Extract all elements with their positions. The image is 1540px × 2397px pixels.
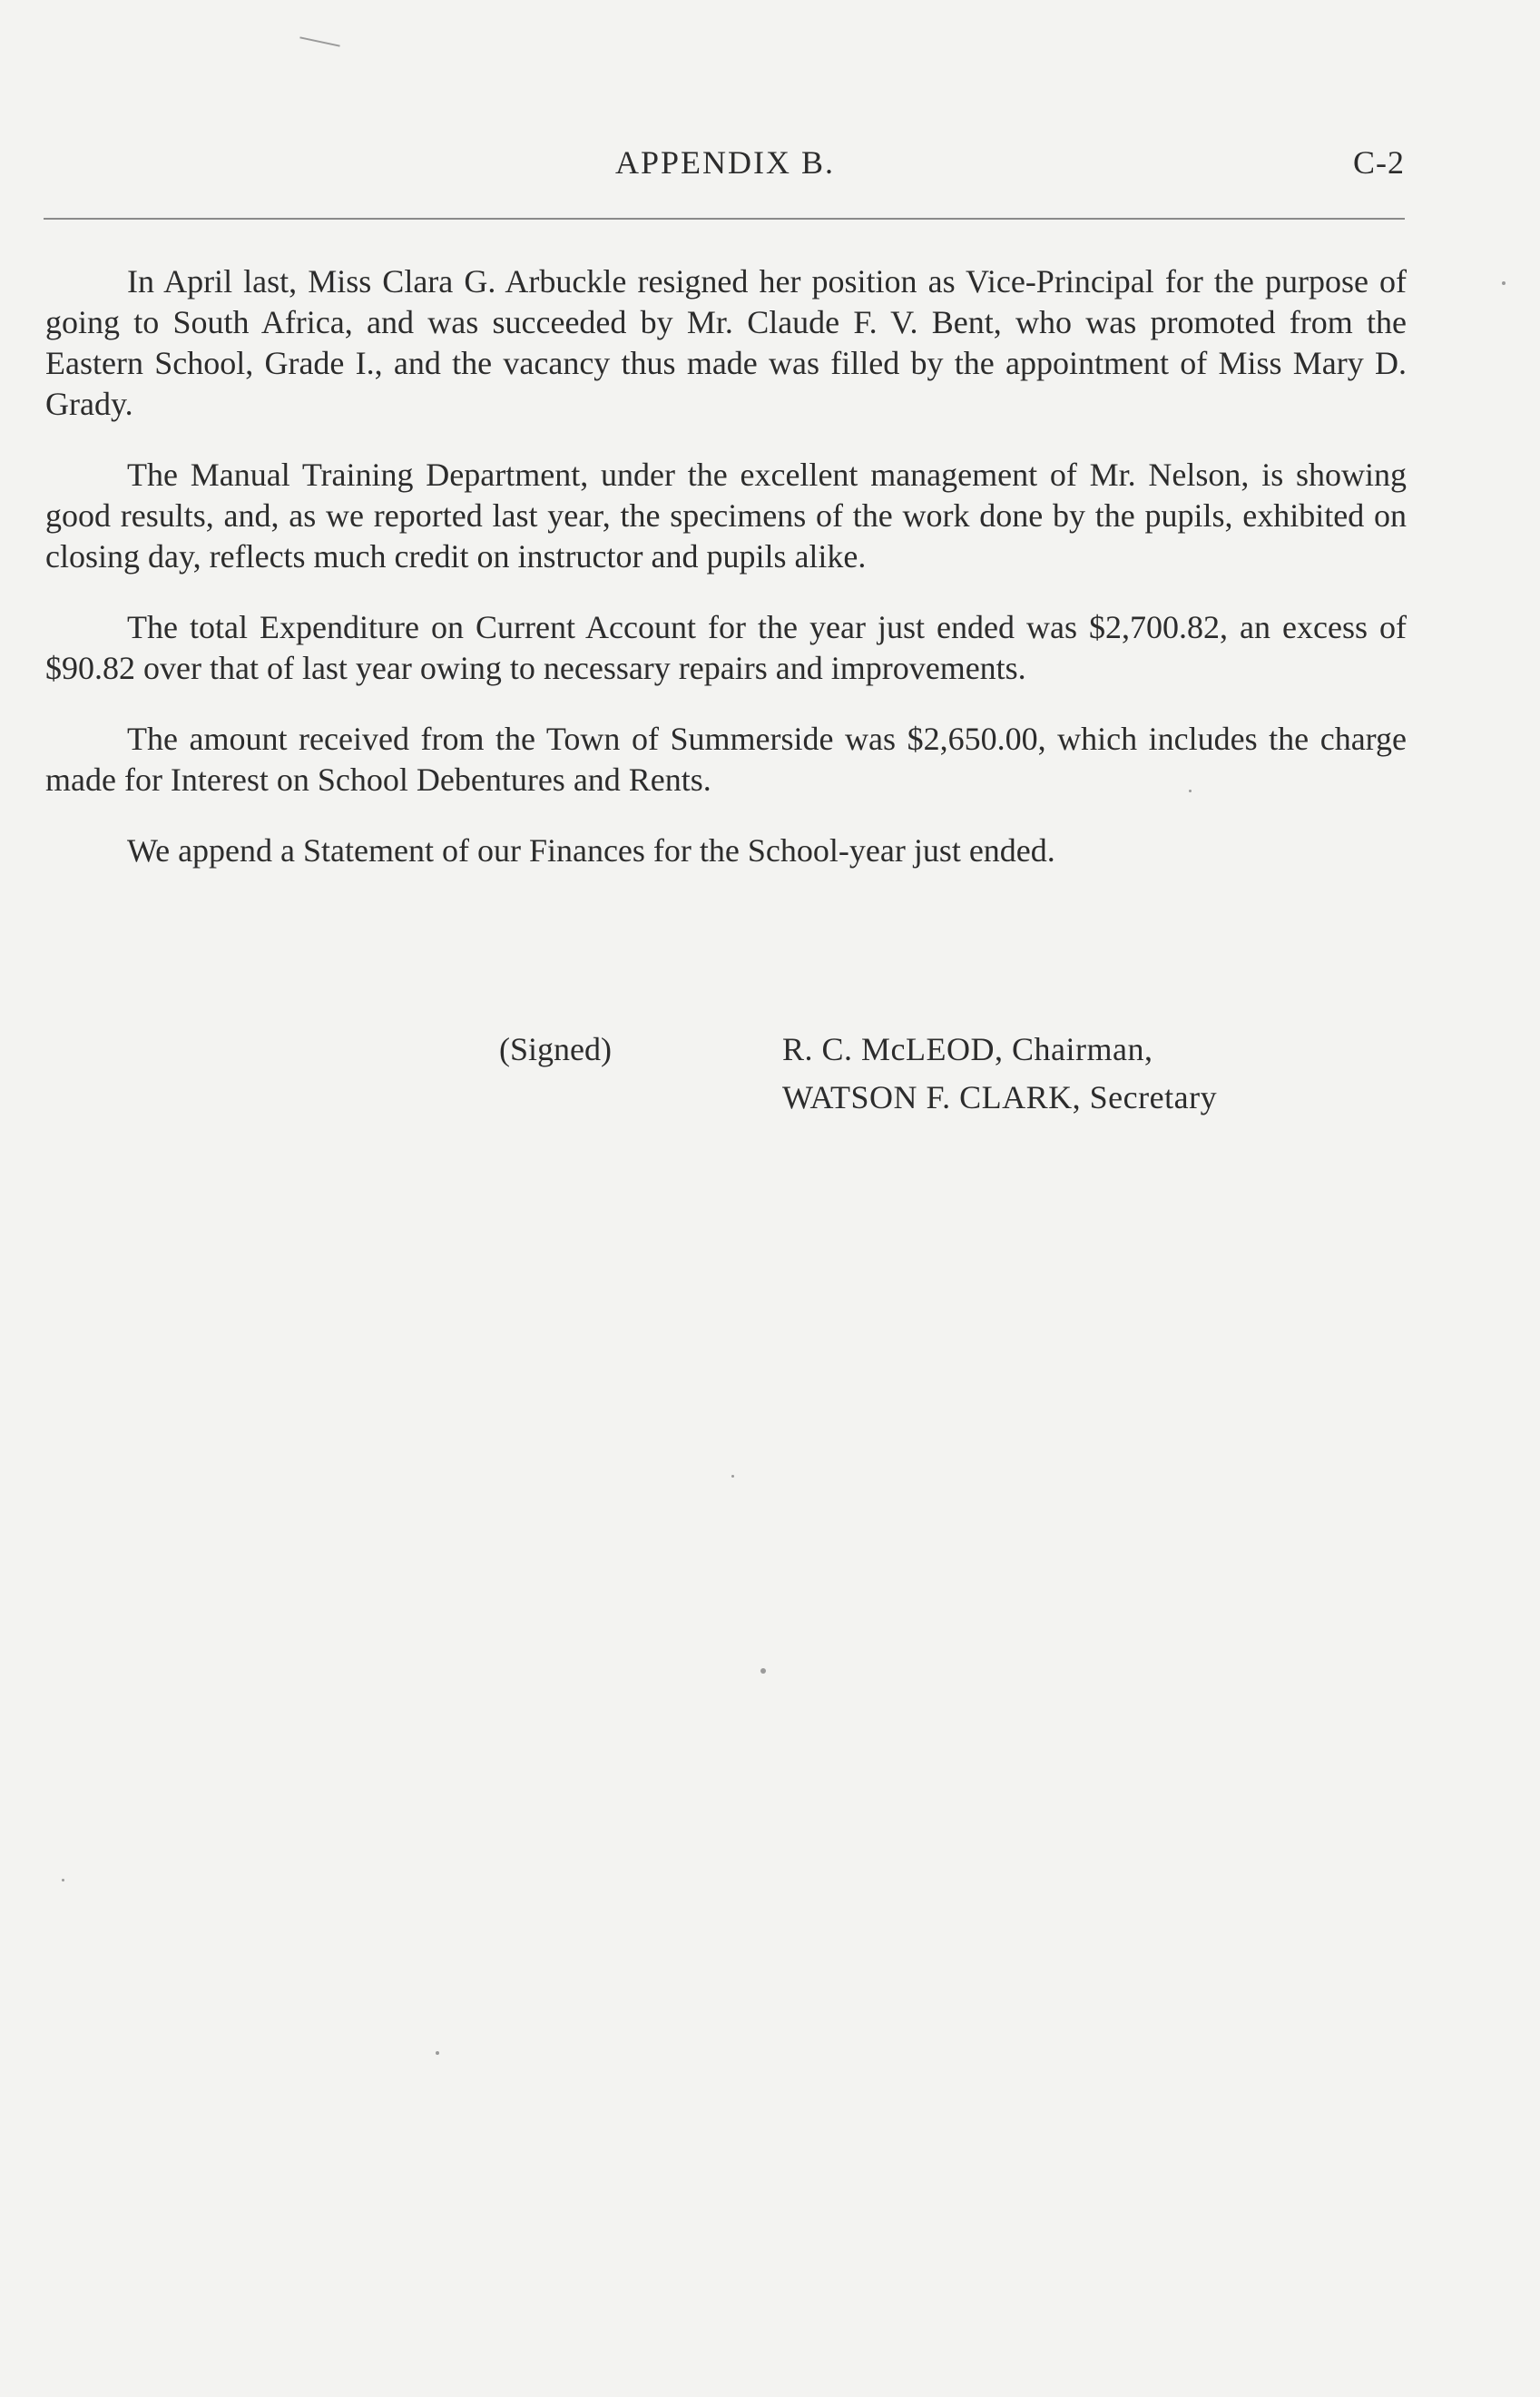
scan-speck xyxy=(1502,281,1506,285)
scan-speck xyxy=(62,1879,64,1881)
page-number: C-2 xyxy=(1353,144,1405,181)
paragraph-vice-principal: In April last, Miss Clara G. Arbuckle resigned her position as Vice-Principal for the purpose of going to South Africa, and was succeeded by Mr. Claude F. V. Bent, who was promoted from the Eastern School, Grade I., and the vacancy thus made was filled by the appointment of Miss Mary D. Grady. xyxy=(45,263,1407,422)
paragraph-statement: We append a Statement of our Finances for the School-year just ended. xyxy=(127,832,1055,869)
chairman-name: R. C. McLEOD, Chairman, xyxy=(782,1031,1153,1067)
paragraph-town-receipts: The amount received from the Town of Summerside was $2,650.00, which includes the charge made for Interest on School Debentures and Rents. xyxy=(45,721,1407,798)
paragraph-manual-training: The Manual Training Department, under the excellent management of Mr. Nelson, is showing good results, and, as we reported last year, the specimens of the work done by the pupils, exhibited on closing day, reflects much credit on instructor and pupils alike. xyxy=(45,457,1407,575)
scan-speck xyxy=(760,1668,766,1674)
scan-speck xyxy=(731,1475,734,1478)
signatories xyxy=(782,1026,1217,1122)
scan-speck xyxy=(436,2051,439,2055)
scan-mark xyxy=(299,36,339,46)
scan-speck xyxy=(1189,790,1192,792)
paragraph-expenditure: The total Expenditure on Current Account for the year just ended was $2,700.82, an excess of $90.82 over that of last year owing to necessary repairs and improvements. xyxy=(45,609,1407,686)
header-rule xyxy=(44,218,1405,220)
page-header xyxy=(45,143,1405,189)
page-title: APPENDIX B. xyxy=(614,144,836,181)
body-text xyxy=(45,261,1407,901)
signed-label: (Signed) xyxy=(499,1031,612,1067)
secretary-name: WATSON F. CLARK, Secretary xyxy=(782,1079,1218,1115)
